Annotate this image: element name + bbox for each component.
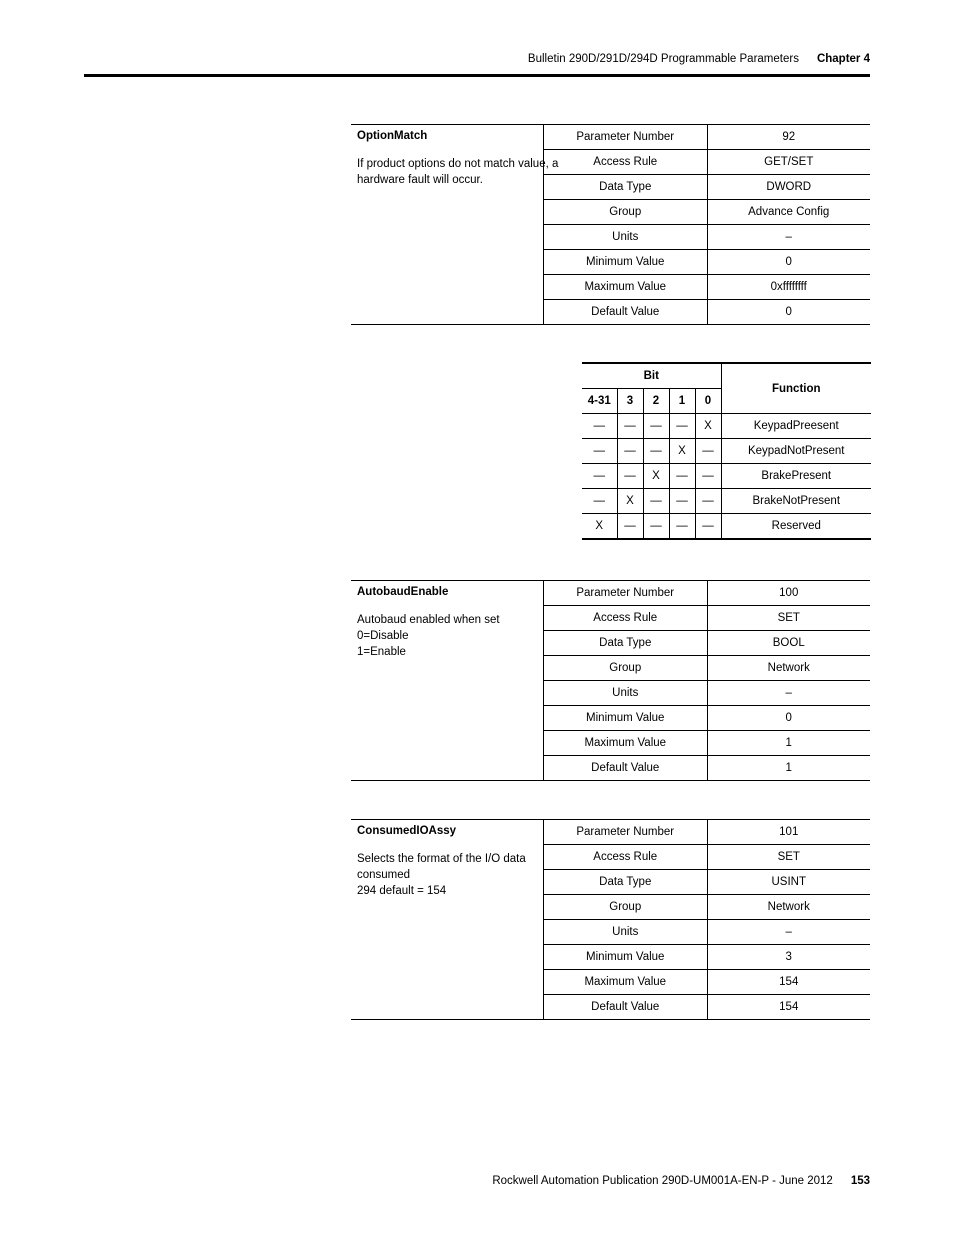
bit-cell: — bbox=[582, 464, 617, 489]
param-row bbox=[544, 845, 870, 870]
param-key: Units bbox=[544, 225, 708, 249]
desc-line: hardware fault will occur. bbox=[357, 174, 483, 186]
header-rule bbox=[84, 74, 870, 77]
bit-function: KeypadNotPresent bbox=[721, 439, 871, 464]
param-key: Parameter Number bbox=[544, 125, 708, 149]
param-value: 0 bbox=[785, 256, 792, 268]
param-value: DWORD bbox=[766, 181, 812, 193]
param-table-autobaudenable bbox=[351, 580, 870, 781]
bit-column-header: 3 bbox=[617, 389, 643, 414]
param-key: Parameter Number bbox=[544, 820, 708, 844]
bit-cell: — bbox=[617, 414, 643, 439]
bit-cell: — bbox=[582, 414, 617, 439]
function-header: Function bbox=[721, 363, 871, 414]
desc-line: consumed bbox=[357, 869, 411, 881]
bit-column-header: 2 bbox=[643, 389, 669, 414]
bit-column-header: 1 bbox=[669, 389, 695, 414]
page-number: 153 bbox=[850, 1175, 870, 1187]
param-key: Default Value bbox=[544, 995, 708, 1019]
param-row bbox=[544, 200, 870, 225]
bit-function: BrakeNotPresent bbox=[721, 489, 871, 514]
param-value: SET bbox=[777, 851, 800, 863]
param-row bbox=[544, 631, 870, 656]
param-table-consumedioassy bbox=[351, 819, 870, 1020]
param-name: AutobaudEnable bbox=[357, 586, 449, 598]
param-row bbox=[544, 150, 870, 175]
param-value: 154 bbox=[779, 1001, 799, 1013]
bit-cell: — bbox=[669, 414, 695, 439]
param-row bbox=[544, 250, 870, 275]
param-description bbox=[357, 612, 537, 660]
desc-line: 0=Disable bbox=[357, 630, 409, 642]
bit-column-header: 0 bbox=[695, 389, 721, 414]
param-row bbox=[544, 681, 870, 706]
bit-cell: — bbox=[582, 489, 617, 514]
param-value: BOOL bbox=[772, 637, 805, 649]
param-value: SET bbox=[777, 612, 800, 624]
param-key: Group bbox=[544, 895, 708, 919]
bit-cell: X bbox=[695, 414, 721, 439]
bit-header: Bit bbox=[582, 363, 721, 389]
param-value: Advance Config bbox=[748, 206, 830, 218]
param-row bbox=[544, 920, 870, 945]
param-key: Default Value bbox=[544, 756, 708, 780]
header-chapter: Chapter 4 bbox=[816, 53, 870, 65]
param-row bbox=[544, 870, 870, 895]
param-key: Group bbox=[544, 200, 708, 224]
param-key: Maximum Value bbox=[544, 731, 708, 755]
param-row bbox=[544, 656, 870, 681]
param-value: 154 bbox=[779, 976, 799, 988]
param-key: Data Type bbox=[544, 631, 708, 655]
param-row bbox=[544, 995, 870, 1019]
param-row bbox=[544, 606, 870, 631]
param-description-cell bbox=[351, 581, 544, 780]
bit-function-table bbox=[582, 362, 871, 540]
param-key: Maximum Value bbox=[544, 275, 708, 299]
bit-cell: — bbox=[695, 489, 721, 514]
bit-cell: — bbox=[617, 464, 643, 489]
param-value: – bbox=[785, 687, 792, 699]
param-value: 0 bbox=[785, 712, 792, 724]
desc-line: Autobaud enabled when set bbox=[357, 614, 500, 626]
bit-cell: — bbox=[643, 439, 669, 464]
param-row bbox=[544, 945, 870, 970]
param-row bbox=[544, 756, 870, 780]
bit-cell: X bbox=[582, 514, 617, 540]
bit-cell: X bbox=[669, 439, 695, 464]
param-value: – bbox=[785, 926, 792, 938]
param-description-cell bbox=[351, 820, 544, 1019]
bit-function: Reserved bbox=[721, 514, 871, 540]
param-value: 1 bbox=[785, 737, 792, 749]
param-value: 92 bbox=[782, 131, 796, 143]
param-key: Data Type bbox=[544, 175, 708, 199]
param-key: Parameter Number bbox=[544, 581, 708, 605]
desc-line: 1=Enable bbox=[357, 646, 406, 658]
param-key: Access Rule bbox=[544, 150, 708, 174]
param-row bbox=[544, 225, 870, 250]
param-key: Access Rule bbox=[544, 606, 708, 630]
bit-cell: — bbox=[643, 514, 669, 540]
bit-cell: — bbox=[617, 514, 643, 540]
param-description-cell bbox=[351, 125, 559, 324]
bit-cell: X bbox=[617, 489, 643, 514]
desc-line: If product options do not match value, a bbox=[357, 158, 559, 170]
bit-row bbox=[582, 439, 871, 464]
param-value: 3 bbox=[785, 951, 792, 963]
param-table-optionmatch bbox=[351, 124, 870, 325]
param-key: Group bbox=[544, 656, 708, 680]
param-key: Access Rule bbox=[544, 845, 708, 869]
param-row bbox=[544, 970, 870, 995]
param-row bbox=[544, 125, 870, 150]
param-value: Network bbox=[767, 901, 810, 913]
param-row bbox=[544, 300, 870, 324]
param-key: Minimum Value bbox=[544, 945, 708, 969]
param-description bbox=[357, 156, 559, 188]
bit-cell: — bbox=[669, 464, 695, 489]
param-row bbox=[544, 820, 870, 845]
param-key: Maximum Value bbox=[544, 970, 708, 994]
param-key: Units bbox=[544, 681, 708, 705]
param-row bbox=[544, 731, 870, 756]
page-footer bbox=[492, 1175, 870, 1187]
param-name: ConsumedIOAssy bbox=[357, 825, 457, 837]
bit-cell: — bbox=[617, 439, 643, 464]
param-key: Default Value bbox=[544, 300, 708, 324]
bit-cell: — bbox=[695, 439, 721, 464]
bit-row bbox=[582, 464, 871, 489]
param-row bbox=[544, 275, 870, 300]
param-row bbox=[544, 895, 870, 920]
bit-cell: — bbox=[669, 514, 695, 540]
param-key: Data Type bbox=[544, 870, 708, 894]
bit-cell: — bbox=[582, 439, 617, 464]
bit-cell: — bbox=[695, 464, 721, 489]
bit-cell: — bbox=[669, 489, 695, 514]
bit-function: KeypadPreesent bbox=[721, 414, 871, 439]
bit-cell: — bbox=[643, 489, 669, 514]
bit-cell: — bbox=[643, 414, 669, 439]
page-header bbox=[528, 53, 870, 65]
param-key: Minimum Value bbox=[544, 250, 708, 274]
param-value: 100 bbox=[779, 587, 799, 599]
param-value: 1 bbox=[785, 762, 792, 774]
param-value: 0xffffffff bbox=[770, 281, 807, 293]
param-value: USINT bbox=[771, 876, 806, 888]
param-description bbox=[357, 851, 537, 899]
bit-column-header: 4-31 bbox=[582, 389, 617, 414]
param-row bbox=[544, 581, 870, 606]
bit-row bbox=[582, 414, 871, 439]
param-value: 101 bbox=[779, 826, 799, 838]
param-value: Network bbox=[767, 662, 810, 674]
param-value: – bbox=[785, 231, 792, 243]
param-key: Minimum Value bbox=[544, 706, 708, 730]
desc-line: Selects the format of the I/O data bbox=[357, 853, 526, 865]
param-name: OptionMatch bbox=[357, 130, 428, 142]
param-row bbox=[544, 175, 870, 200]
bit-row bbox=[582, 514, 871, 540]
param-value: GET/SET bbox=[764, 156, 814, 168]
bit-function: BrakePresent bbox=[721, 464, 871, 489]
header-title: Bulletin 290D/291D/294D Programmable Parameters bbox=[527, 53, 799, 65]
param-row bbox=[544, 706, 870, 731]
param-key: Units bbox=[544, 920, 708, 944]
desc-line: 294 default = 154 bbox=[357, 885, 447, 897]
bit-row bbox=[582, 489, 871, 514]
bit-cell: X bbox=[643, 464, 669, 489]
param-value: 0 bbox=[785, 306, 792, 318]
footer-publication: Rockwell Automation Publication 290D-UM001A-EN-P - June 2012 bbox=[492, 1175, 833, 1187]
bit-cell: — bbox=[695, 514, 721, 540]
